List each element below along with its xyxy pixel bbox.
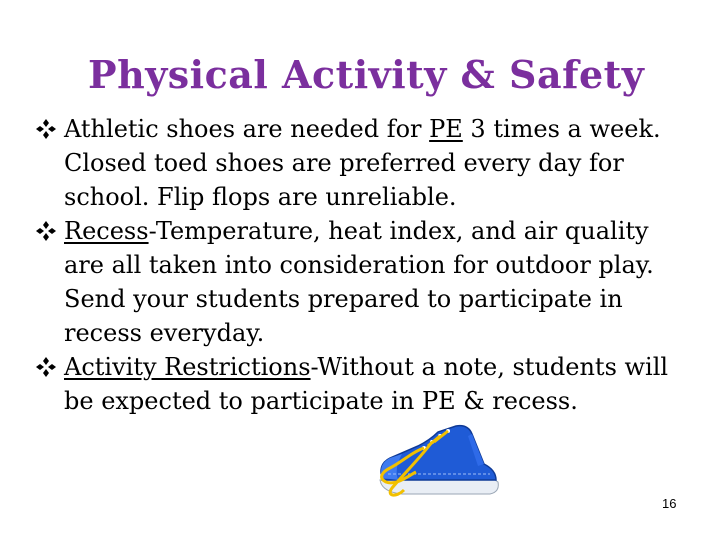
bullet-item xyxy=(34,214,694,350)
bullet-list xyxy=(34,112,694,418)
bullet-item xyxy=(34,350,694,418)
slide-title: Physical Activity & Safety xyxy=(88,52,645,97)
bullet-item xyxy=(34,112,694,214)
sneaker-icon xyxy=(372,418,502,500)
bullet-term: Recess xyxy=(64,217,149,245)
diamond-bullet-icon xyxy=(34,118,58,140)
bullet-text-post: -Temperature, heat index, and air quality are all taken into consideration for outdoor play. Send your students prepared to participate in recess everyday. xyxy=(64,217,654,347)
bullet-text-post: -Without a note, students will be expected to participate in PE & recess. xyxy=(64,353,669,415)
bullet-term: PE xyxy=(429,115,463,143)
bullet-term: Activity Restrictions xyxy=(64,353,311,381)
diamond-bullet-icon xyxy=(34,220,58,242)
bullet-text-post: 3 times a week. Closed toed shoes are preferred every day for school. Flip flops are unreliable. xyxy=(64,115,661,211)
page-number: 16 xyxy=(662,496,677,511)
diamond-bullet-icon xyxy=(34,356,58,378)
bullet-text-pre: Athletic shoes are needed for xyxy=(64,115,430,143)
